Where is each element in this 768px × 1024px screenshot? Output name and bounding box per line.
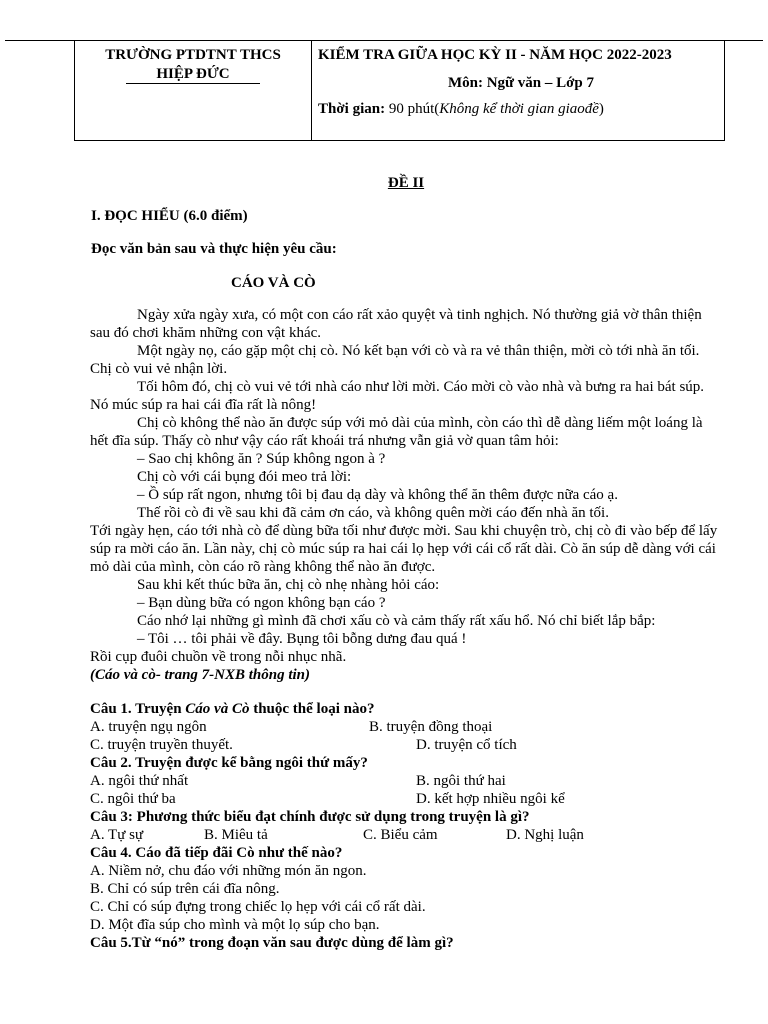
- time-close: ): [598, 101, 604, 117]
- option-a: A. ngôi thứ nhất: [90, 773, 189, 789]
- story-text: [90, 306, 721, 666]
- story-title: CÁO VÀ CÒ: [231, 275, 316, 291]
- option-b: B. truyện đồng thoại: [369, 719, 493, 735]
- instruction: Đọc văn bản sau và thực hiện yêu cầu:: [91, 241, 337, 257]
- exam-code: ĐỀ II: [387, 175, 425, 191]
- section-heading: I. ĐỌC HIỂU (6.0 điểm): [91, 208, 248, 224]
- story-paragraph: – Sao chị không ăn ? Súp không ngon à ?: [137, 451, 386, 467]
- story-paragraph: Sau khi kết thúc bữa ăn, chị cò nhẹ nhàng hỏi cáo:: [137, 577, 440, 593]
- time-label: Thời gian:: [318, 101, 386, 117]
- question-5: Câu 5.Từ “nó” trong đoạn văn sau được dùng để làm gì?: [90, 935, 454, 951]
- option-d: D. kết hợp nhiều ngôi kể: [416, 791, 565, 807]
- story-paragraph: Chị cò không thể nào ăn được súp với mỏ dài của mình, còn cáo thì dễ dàng liếm một loáng là hết đĩa súp. Thấy cò như vậy cáo rất khoái trá nhưng vẫn giả vờ quan tâm hỏi:: [90, 415, 703, 449]
- time-note: Không kể thời gian giaođề: [439, 101, 599, 117]
- story-paragraph: – Tôi … tôi phải về đây. Bụng tôi bỗng dưng đau quá !: [137, 631, 467, 647]
- option-b: B. Miêu tả: [204, 827, 268, 843]
- time-value: 90 phút(: [385, 101, 440, 117]
- option-d: D. Nghị luận: [506, 827, 584, 843]
- option-c: C. Chỉ có súp đựng trong chiếc lọ hẹp với cái cổ rất dài.: [90, 899, 426, 915]
- story-paragraph: Tối hôm đó, chị cò vui vẻ tới nhà cáo như lời mời. Cáo mời cò vào nhà và bưng ra hai bát súp. Nó múc súp ra hai cái đĩa rất là nông!: [90, 379, 705, 413]
- options-row: [90, 772, 721, 790]
- story-paragraph: Thế rồi cò đi về sau khi đã cảm ơn cáo, và không quên mời cáo đến nhà ăn tối.: [137, 505, 609, 521]
- question-3: Câu 3: Phương thức biểu đạt chính được sử dụng trong truyện là gì?: [90, 809, 530, 825]
- story-paragraph: Cáo nhớ lại những gì mình đã chơi xấu cò và cảm thấy rất xấu hổ. Nó chỉ biết lắp bắp:: [137, 613, 656, 629]
- story-paragraph: – Bạn dùng bữa có ngon không bạn cáo ?: [137, 595, 386, 611]
- exam-body: [91, 174, 721, 952]
- option-d: D. truyện cổ tích: [416, 737, 517, 753]
- option-c: C. Biểu cảm: [363, 827, 438, 843]
- story-source: (Cáo và cò- trang 7-NXB thông tin): [90, 667, 311, 683]
- school-name: TRƯỜNG PTDTNT THCS: [105, 47, 281, 63]
- question-1: [90, 700, 721, 718]
- school-cell: [75, 41, 312, 141]
- story-paragraph: Một ngày nọ, cáo gặp một chị cò. Nó kết bạn với cò và ra vẻ thân thiện, mời cò tới nhà ăn tối. Chị cò vui vẻ nhận lời.: [90, 343, 700, 377]
- option-a: A. Niềm nở, chu đáo với những món ăn ngon.: [90, 863, 367, 879]
- story-paragraph: Tới ngày hẹn, cáo tới nhà cò để dùng bữa tối như được mời. Sau khi chuyện trò, chị cò đi vào bếp để lấy súp ra mời cáo ăn. Lần này, chị cò múc súp ra hai cái lọ hẹp với cái cổ rất dài. Cò ăn súp dễ dàng với cái mỏ dài của mình, còn cáo rõ ràng không thể nào ăn được.: [90, 523, 718, 575]
- option-c: C. truyện truyền thuyết.: [90, 737, 233, 753]
- options-row: [90, 736, 721, 754]
- exam-header: [74, 40, 725, 141]
- time-line: [318, 99, 724, 119]
- option-d: D. Một đĩa súp cho mình và một lọ súp cho bạn.: [90, 917, 380, 933]
- subject-line: Môn: Ngữ văn – Lớp 7: [447, 75, 595, 91]
- school-location: HIỆP ĐỨC: [126, 65, 259, 84]
- option-a: A. truyện ngụ ngôn: [90, 719, 207, 735]
- story-paragraph: Ngày xửa ngày xưa, có một con cáo rất xảo quyệt và tinh nghịch. Nó thường giả vờ thân thiện sau đó chơi khăm những con vật khác.: [90, 307, 702, 341]
- exam-info-cell: [312, 41, 725, 141]
- question-1-prefix: Câu 1. Truyện: [90, 701, 186, 717]
- option-c: C. ngôi thứ ba: [90, 791, 176, 807]
- options-row: [90, 790, 721, 808]
- story-paragraph: Chị cò với cái bụng đói meo trả lời:: [137, 469, 352, 485]
- story-paragraph: Rồi cụp đuôi chuồn về trong nỗi nhục nhã.: [90, 649, 347, 665]
- exam-title: KIỂM TRA GIỮA HỌC KỲ II - NĂM HỌC 2022-2023: [318, 47, 672, 63]
- options-row: [90, 826, 721, 844]
- question-1-suffix: thuộc thể loại nào?: [249, 701, 375, 717]
- question-4: Câu 4. Cáo đã tiếp đãi Cò như thế nào?: [90, 845, 343, 861]
- options-row: [90, 718, 721, 736]
- option-b: B. Chỉ có súp trên cái đĩa nông.: [90, 881, 280, 897]
- question-2: Câu 2. Truyện được kể bằng ngôi thứ mấy?: [90, 755, 368, 771]
- questions: [90, 700, 721, 952]
- option-b: B. ngôi thứ hai: [416, 773, 506, 789]
- question-1-story-name: Cáo và Cò: [185, 701, 250, 717]
- option-a: A. Tự sự: [90, 827, 144, 843]
- story-paragraph: – Ồ súp rất ngon, nhưng tôi bị đau dạ dày và không thể ăn thêm được nữa cáo ạ.: [137, 487, 618, 503]
